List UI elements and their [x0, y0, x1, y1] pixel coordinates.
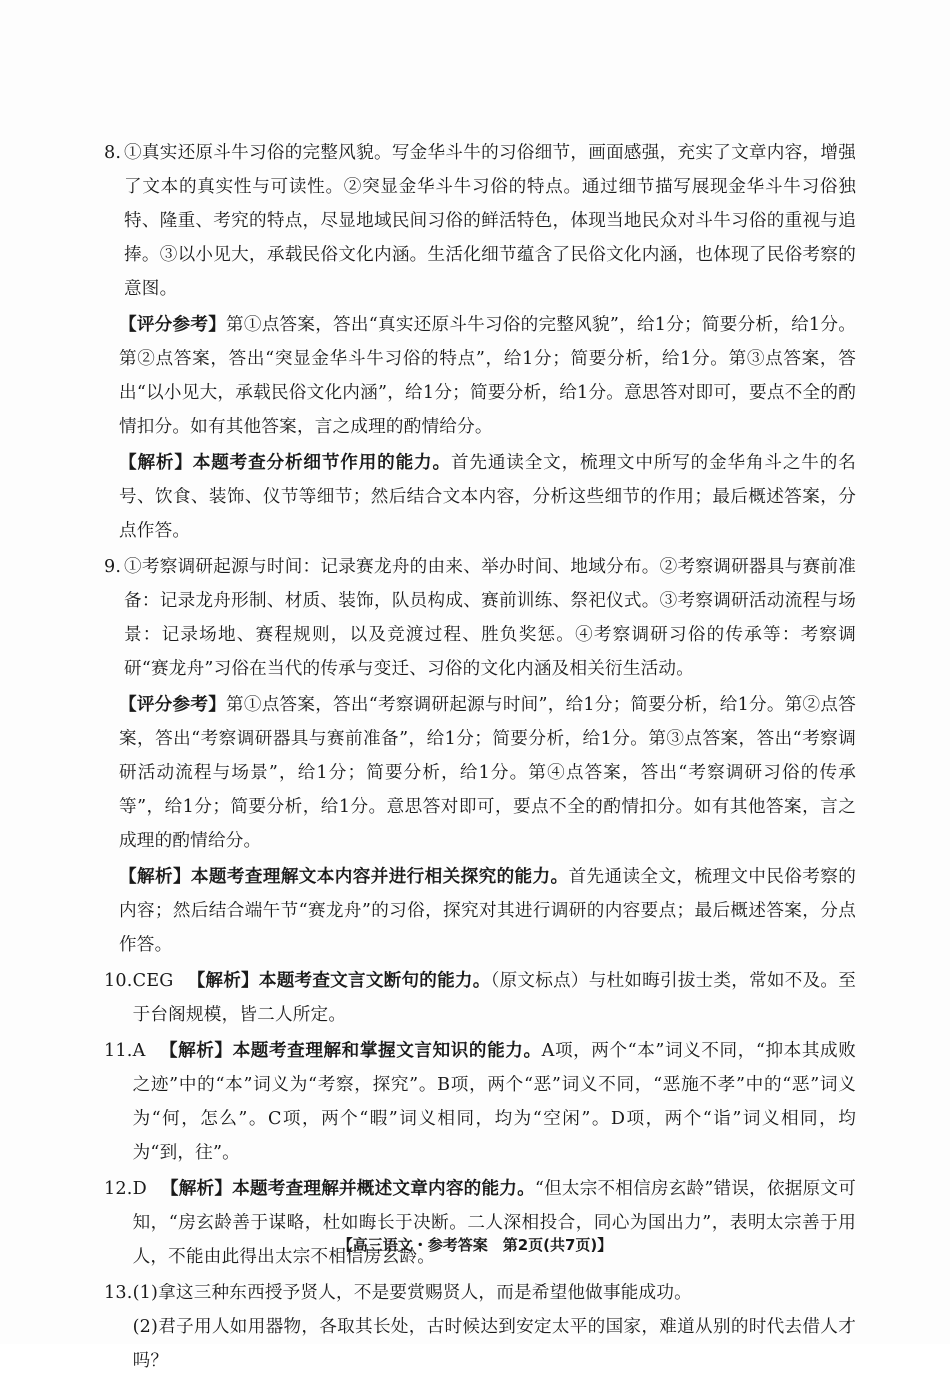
analysis-bold: 本题考查分析细节作用的能力。 [192, 453, 451, 473]
analysis-text: “但太宗不相信房玄龄”错误，依据原文可知，“房玄龄善于谋略，杜如晦长于决断。二人深相投合，同心为国出力”，表明太宗善于用人，不能由此得出太宗不相信房玄龄。 [132, 1179, 856, 1267]
analysis-bold: 本题考查理解并概述文章内容的能力。 [232, 1179, 535, 1199]
analysis-bold: 本题考查理解文本内容并进行相关探究的能力。 [190, 867, 569, 887]
translation-part-1: (1)拿这三种东西授予贤人，不是要赏赐贤人，而是希望他做事能成功。 [132, 1283, 692, 1303]
analysis-tag: 【解析】 [119, 453, 193, 473]
analysis [104, 446, 856, 548]
question-10 [104, 964, 856, 1032]
question-number: 11. [104, 1041, 133, 1061]
answer-choice: CEG [132, 971, 174, 991]
answer-and-analysis [133, 1172, 856, 1274]
question-8 [104, 136, 856, 306]
analysis-text: 首先通读全文，梳理文中民俗考察的内容；然后结合端午节“赛龙舟”的习俗，探究对其进行调研的内容要点；最后概述答案，分点作答。 [119, 867, 856, 955]
analysis-bold: 本题考查理解和掌握文言知识的能力。 [232, 1041, 542, 1061]
grading-tag: 【评分参考】 [119, 315, 227, 335]
question-12 [104, 1172, 856, 1274]
answer-and-analysis [133, 964, 856, 1032]
answer-content [104, 136, 856, 1380]
answer-and-analysis [133, 1034, 856, 1170]
analysis-tag: 【解析】 [119, 867, 191, 887]
grading-text: 第①点答案，答出“考察调研起源与时间”，给1分；简要分析，给1分。第②点答案，答出“考察调研器具与赛前准备”，给1分；简要分析，给1分。第③点答案，答出“考察调研活动流程与场景”，给1分；简要分析，给1分。第④点答案，答出“考察调研习俗的传承等”，给1分；简要分析，给1分。意思答对即可，要点不全的酌情扣分。如有其他答案，言之成理的酌情给分。 [119, 695, 856, 851]
answer-text: ①真实还原斗牛习俗的完整风貌。写金华斗牛的习俗细节，画面感强，充实了文章内容，增强了文本的真实性与可读性。②突显金华斗牛习俗的特点。通过细节描写展现金华斗牛习俗独特、隆重、考究的特点，尽显地域民间习俗的鲜活特色，体现当地民众对斗牛习俗的重视与追捧。③以小见大，承载民俗文化内涵。生活化细节蕴含了民俗文化内涵，也体现了民俗考察的意图。 [124, 143, 856, 299]
page-footer: 【高三语文・参考答案 第2页(共7页)】 [337, 1236, 613, 1254]
analysis-tag: 【解析】 [160, 1179, 233, 1199]
analysis-text: A项，两个“本”词义不同，“抑本其成败之迹”中的“本”词义为“考察，探究”。B项，两个“恶”词义不同，“恶施不孝”中的“恶”词义为“何，怎么”。C项，两个“暇”词义相同，均为“空闲”。D项，两个“诣”词义相同，均为“到，往”。 [132, 1041, 856, 1163]
question-11 [104, 1034, 856, 1170]
question-number: 13. [104, 1283, 133, 1303]
question-13 [104, 1276, 856, 1378]
answer-choice: A [132, 1041, 146, 1061]
grading-text: 第①点答案，答出“真实还原斗牛习俗的完整风貌”，给1分；简要分析，给1分。第②点答案，答出“突显金华斗牛习俗的特点”，给1分；简要分析，给1分。第③点答案，答出“以小见大，承载民俗文化内涵”，给1分；简要分析，给1分。意思答对即可，要点不全的酌情扣分。如有其他答案，言之成理的酌情给分。 [119, 315, 856, 437]
question-9 [104, 550, 856, 686]
analysis-tag: 【解析】 [159, 1041, 233, 1061]
analysis-tag: 【解析】 [187, 971, 259, 991]
translation-part-2: (2)君子用人如用器物，各取其长处，古时候达到安定太平的国家，难道从别的时代去借人才吗？ [132, 1317, 856, 1371]
question-number: 8. [104, 143, 122, 163]
analysis [104, 860, 856, 962]
answer-choice: D [132, 1179, 147, 1199]
analysis-text: 首先通读全文，梳理文中所写的金华角斗之牛的名号、饮食、装饰、仪节等细节；然后结合文本内容，分析这些细节的作用；最后概述答案，分点作答。 [119, 453, 856, 541]
answer-text: ①考察调研起源与时间：记录赛龙舟的由来、举办时间、地域分布。②考察调研器具与赛前准备：记录龙舟形制、材质、装饰，队员构成、赛前训练、祭祀仪式。③考察调研活动流程与场景：记录场地、赛程规则，以及竞渡过程、胜负奖惩。④考察调研习俗的传承等：考察调研“赛龙舟”习俗在当代的传承与变迁、习俗的文化内涵及相关衍生活动。 [124, 557, 856, 679]
grading-reference [104, 308, 856, 444]
grading-tag: 【评分参考】 [119, 695, 227, 715]
grading-reference [104, 688, 856, 858]
analysis-text: （原文标点）与杜如晦引拔士类，常如不及。至于台阁规模，皆二人所定。 [132, 971, 857, 1025]
question-number: 12. [104, 1179, 133, 1199]
question-number: 10. [104, 971, 133, 991]
question-number: 9. [104, 557, 122, 577]
analysis-bold: 本题考查文言文断句的能力。 [258, 971, 491, 991]
